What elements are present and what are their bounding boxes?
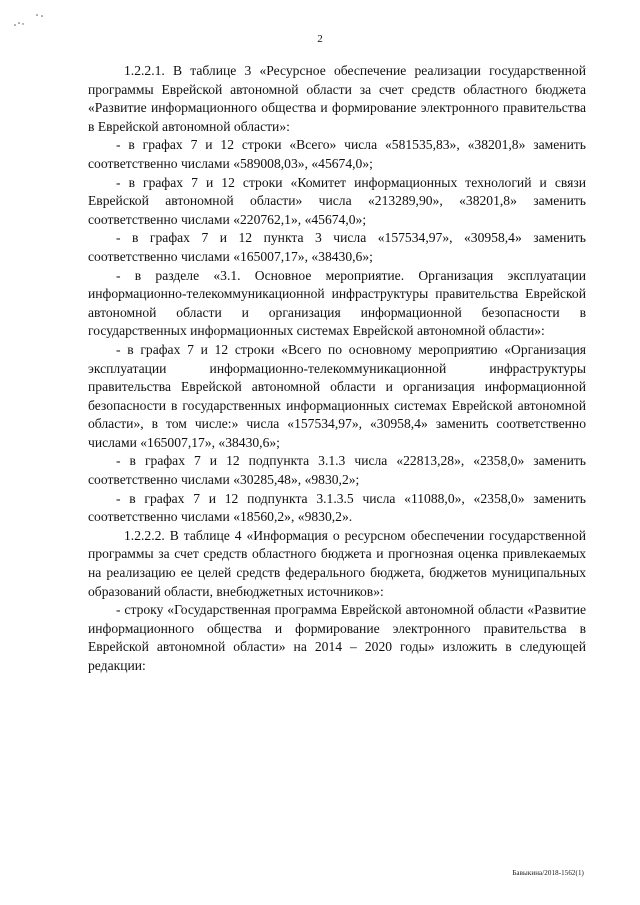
document-body (88, 62, 586, 676)
list-item-main-activity-total: - в графах 7 и 12 строки «Всего по основному мероприятию «Организация эксплуатации информационно-телекоммуникационной инфраструктуры правительства Еврейской автономной области и организация информационной безопасности в государственных информационных системах Еврейской автономной области», в том числе:» числа «157534,97», «30958,4» заменить соответственно числами «165007,17», «38430,6»; (88, 341, 586, 450)
list-item-committee-row: - в графах 7 и 12 строки «Комитет информационных технологий и связи Еврейской автономной области» числа «213289,90», «38201,8» заменить соответственно числами «220762,1», «45674,0»; (88, 174, 586, 227)
scan-artifact-mark (12, 12, 46, 28)
list-item-section-3-1: - в разделе «3.1. Основное мероприятие. Организация эксплуатации информационно-телекоммуникационной инфраструктуры правительства Еврейской автономной области и организация информационной безопасности в государственных информационных системах Еврейской автономной области»: (88, 267, 586, 339)
list-item-total-row: - в графах 7 и 12 строки «Всего» числа «581535,83», «38201,8» заменить соответственно числами «589008,03», «45674,0»; (88, 137, 586, 171)
list-item-program-row: - строку «Государственная программа Еврейской автономной области «Развитие информационного общества и формирование электронного правительства в Еврейской автономной области» на 2014 – 2020 годы» изложить в следующей редакции: (88, 602, 586, 673)
paragraph-1-2-2-1: 1.2.2.1. В таблице 3 «Ресурсное обеспечение реализации государственной программы Еврейской автономной области за счет средств областного бюджета «Развитие информационного общества и формирование электронного правительства в Еврейской автономной области»: (88, 63, 586, 134)
list-item-subpoint-3-1-3-5: - в графах 7 и 12 подпункта 3.1.3.5 числа «11088,0», «2358,0» заменить соответственно числами «18560,2», «9830,2». (88, 490, 586, 525)
paragraph-1-2-2-2: 1.2.2.2. В таблице 4 «Информация о ресурсном обеспечении государственной программы за счет средств областного бюджета и прогнозная оценка привлекаемых на реализацию ее целей средств федерального бюджета, бюджетов муниципальных образований области, внебюджетных источников»: (88, 527, 586, 599)
list-item-subpoint-3-1-3: - в графах 7 и 12 подпункта 3.1.3 числа «22813,28», «2358,0» заменить соответственно числами «30285,48», «9830,2»; (88, 453, 586, 488)
page-number: 2 (317, 33, 323, 45)
document-reference: Бавыкина/2018-1562(1) (512, 869, 584, 877)
list-item-point-3: - в графах 7 и 12 пункта 3 числа «157534,97», «30958,4» заменить соответственно числами «165007,17», «38430,6»; (88, 230, 586, 264)
